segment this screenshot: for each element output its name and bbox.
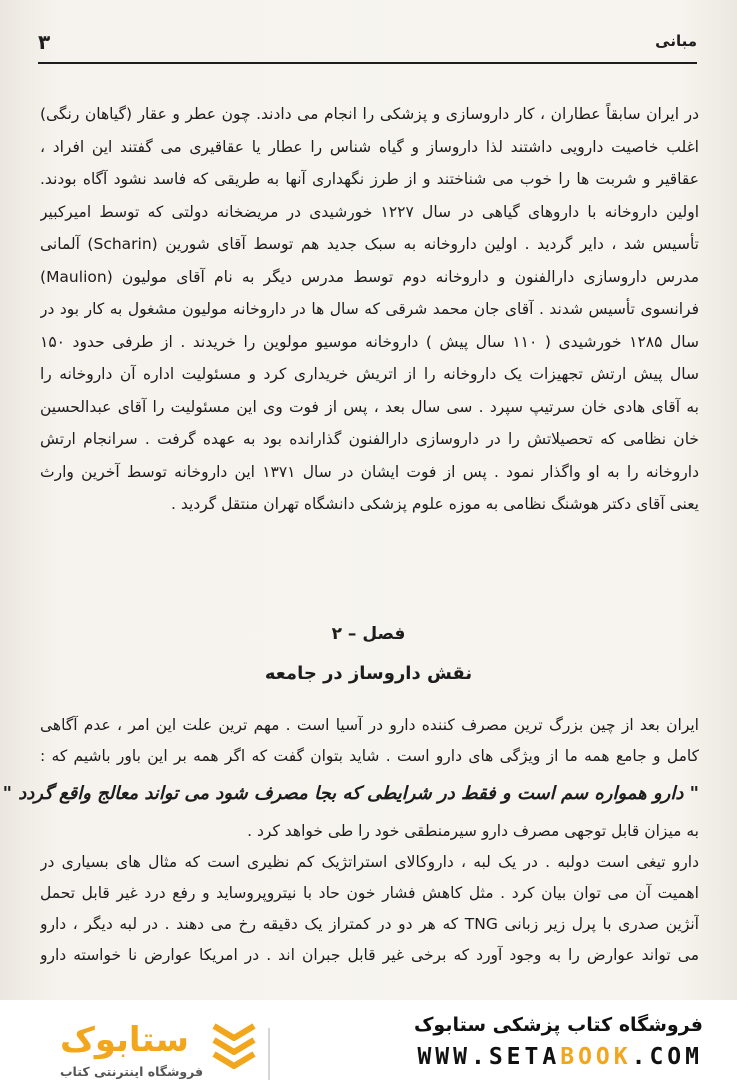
- text-line: تأسیس شد ، دایر گردید . اولین داروخانه به سبک جدید هم توسط آقای شورین (Scharin) آلمانی: [40, 235, 699, 253]
- chevron-stack-icon: [208, 1018, 260, 1070]
- running-title: مبانی: [655, 32, 697, 50]
- text-line: می تواند عوارض را به وجود آورد که برخی غیر قابل جبران اند . در امریکا عوارض نا خواسته دارو: [40, 946, 699, 964]
- logo-wordmark: ستابوک: [60, 1020, 189, 1060]
- page-number: ۳: [38, 30, 51, 54]
- text-line: فرانسوی تأسیس شدند . آقای جان محمد شرقی که سال ها در داروخانه مولیون مشغول به کار بود در: [40, 300, 699, 318]
- text-line: آنژین صدری با پرل زیر زبانی TNG که هر دو در کمتراز یک دقیقه رخ می دهند . در لبه دیگر ، دارو: [40, 915, 699, 933]
- store-url-link[interactable]: [417, 1044, 703, 1070]
- text-line: سال ۱۲۸۵ خورشیدی ( ۱۱۰ سال پیش ) داروخانه موسیو مولوین را خریدند . از طرفی حدود ۱۵۰: [40, 332, 699, 351]
- url-part: .COM: [631, 1044, 703, 1070]
- page-header: [38, 30, 697, 60]
- history-paragraph: [40, 98, 699, 521]
- text-line: دارو تیغی است دولبه . در یک لبه ، داروکالای استراتژیک کم نظیری است که مثال های بسیاری در: [40, 853, 699, 871]
- logo-tagline: فروشگاه اینترنتی کتاب: [60, 1064, 204, 1079]
- text-line: در ایران سابقاً عطاران ، کار داروسازی و پزشکی را انجام می دادند. چون عطر و عقار (گیاهان رنگی): [40, 105, 699, 123]
- text-line: به آقای هادی خان سرتیپ سپرد . سی سال بعد ، پس از فوت وی این مسئولیت را آقای عبدالحسین: [40, 397, 699, 416]
- text-line: داروخانه را به او واگذار نمود . پس از فوت ایشان در سال ۱۳۷۱ این داروخانه توسط آخرین وارث: [40, 462, 699, 481]
- chapter-number: فصل – ۲: [331, 624, 406, 644]
- text-line: مدرس داروسازی دارالفنون و داروخانه دوم توسط مدرس دیگر به نام آقای مولیون (Maulion): [40, 267, 699, 286]
- text-line: اولین داروخانه با داروهای گیاهی در سال ۱۲۲۷ خورشیدی در مریضخانه دولتی که توسط امیرکبیر: [40, 202, 699, 221]
- text-line: اغلب خاصیت دارویی داشتند لذا داروساز و گیاه شناس را عطار یا عقاقیری می گفتند این افراد ،: [40, 137, 699, 156]
- quote-line: " دارو همواره سم است و فقط در شرایطی که بجا مصرف شود می تواند معالج واقع گردد ": [2, 783, 699, 804]
- text-line: کامل و جامع همه ما از ویژگی های دارو است . شاید بتوان گفت که اگر همه بر این باور باشیم که :: [40, 747, 699, 765]
- logo-divider: [268, 1028, 270, 1080]
- text-line: سال پیش ارتش تجهیزات یک داروخانه را از اتریش خریداری کرد و مسئولیت اداره آن داروخانه را: [40, 365, 699, 383]
- header-rule: [38, 62, 697, 64]
- text-line: خان نظامی که تحصیلاتش را در داروسازی دارالفنون گذارانده بود به عهده گرفت . سرانجام ارتش: [40, 430, 699, 448]
- url-part: WWW.SETA: [417, 1044, 561, 1070]
- text-line: به میزان قابل توجهی مصرف دارو سیرمنطقی خود را طی خواهد کرد .: [247, 822, 699, 840]
- url-highlight: BOOK: [560, 1044, 632, 1070]
- text-line: اهمیت آن می توان بیان کرد . مثل کاهش فشار خون حاد با نیتروپروساید و رفع درد غیر قابل تحمل: [40, 884, 699, 902]
- store-logo[interactable]: [30, 1012, 300, 1079]
- section-heading: نقش داروساز در جامعه: [264, 663, 473, 684]
- role-paragraph: [2, 710, 699, 971]
- text-line: عقاقیر و شربت ها را خوب می شناختند و از طرز نگهداری آنها به طریقی که فاسد نشود آگاه بودند.: [40, 170, 699, 188]
- store-name: فروشگاه کتاب پزشکی ستابوک: [413, 1014, 703, 1036]
- text-line: یعنی آقای دکتر هوشنگ نظامی به موزه علوم پزشکی دانشگاه تهران منتقل گردید .: [171, 495, 699, 513]
- store-footer: [0, 1000, 737, 1080]
- text-line: ایران بعد از چین بزرگ ترین مصرف کننده دارو در آسیا است . مهم ترین علت این امر ، عدم آگاهی: [40, 716, 699, 734]
